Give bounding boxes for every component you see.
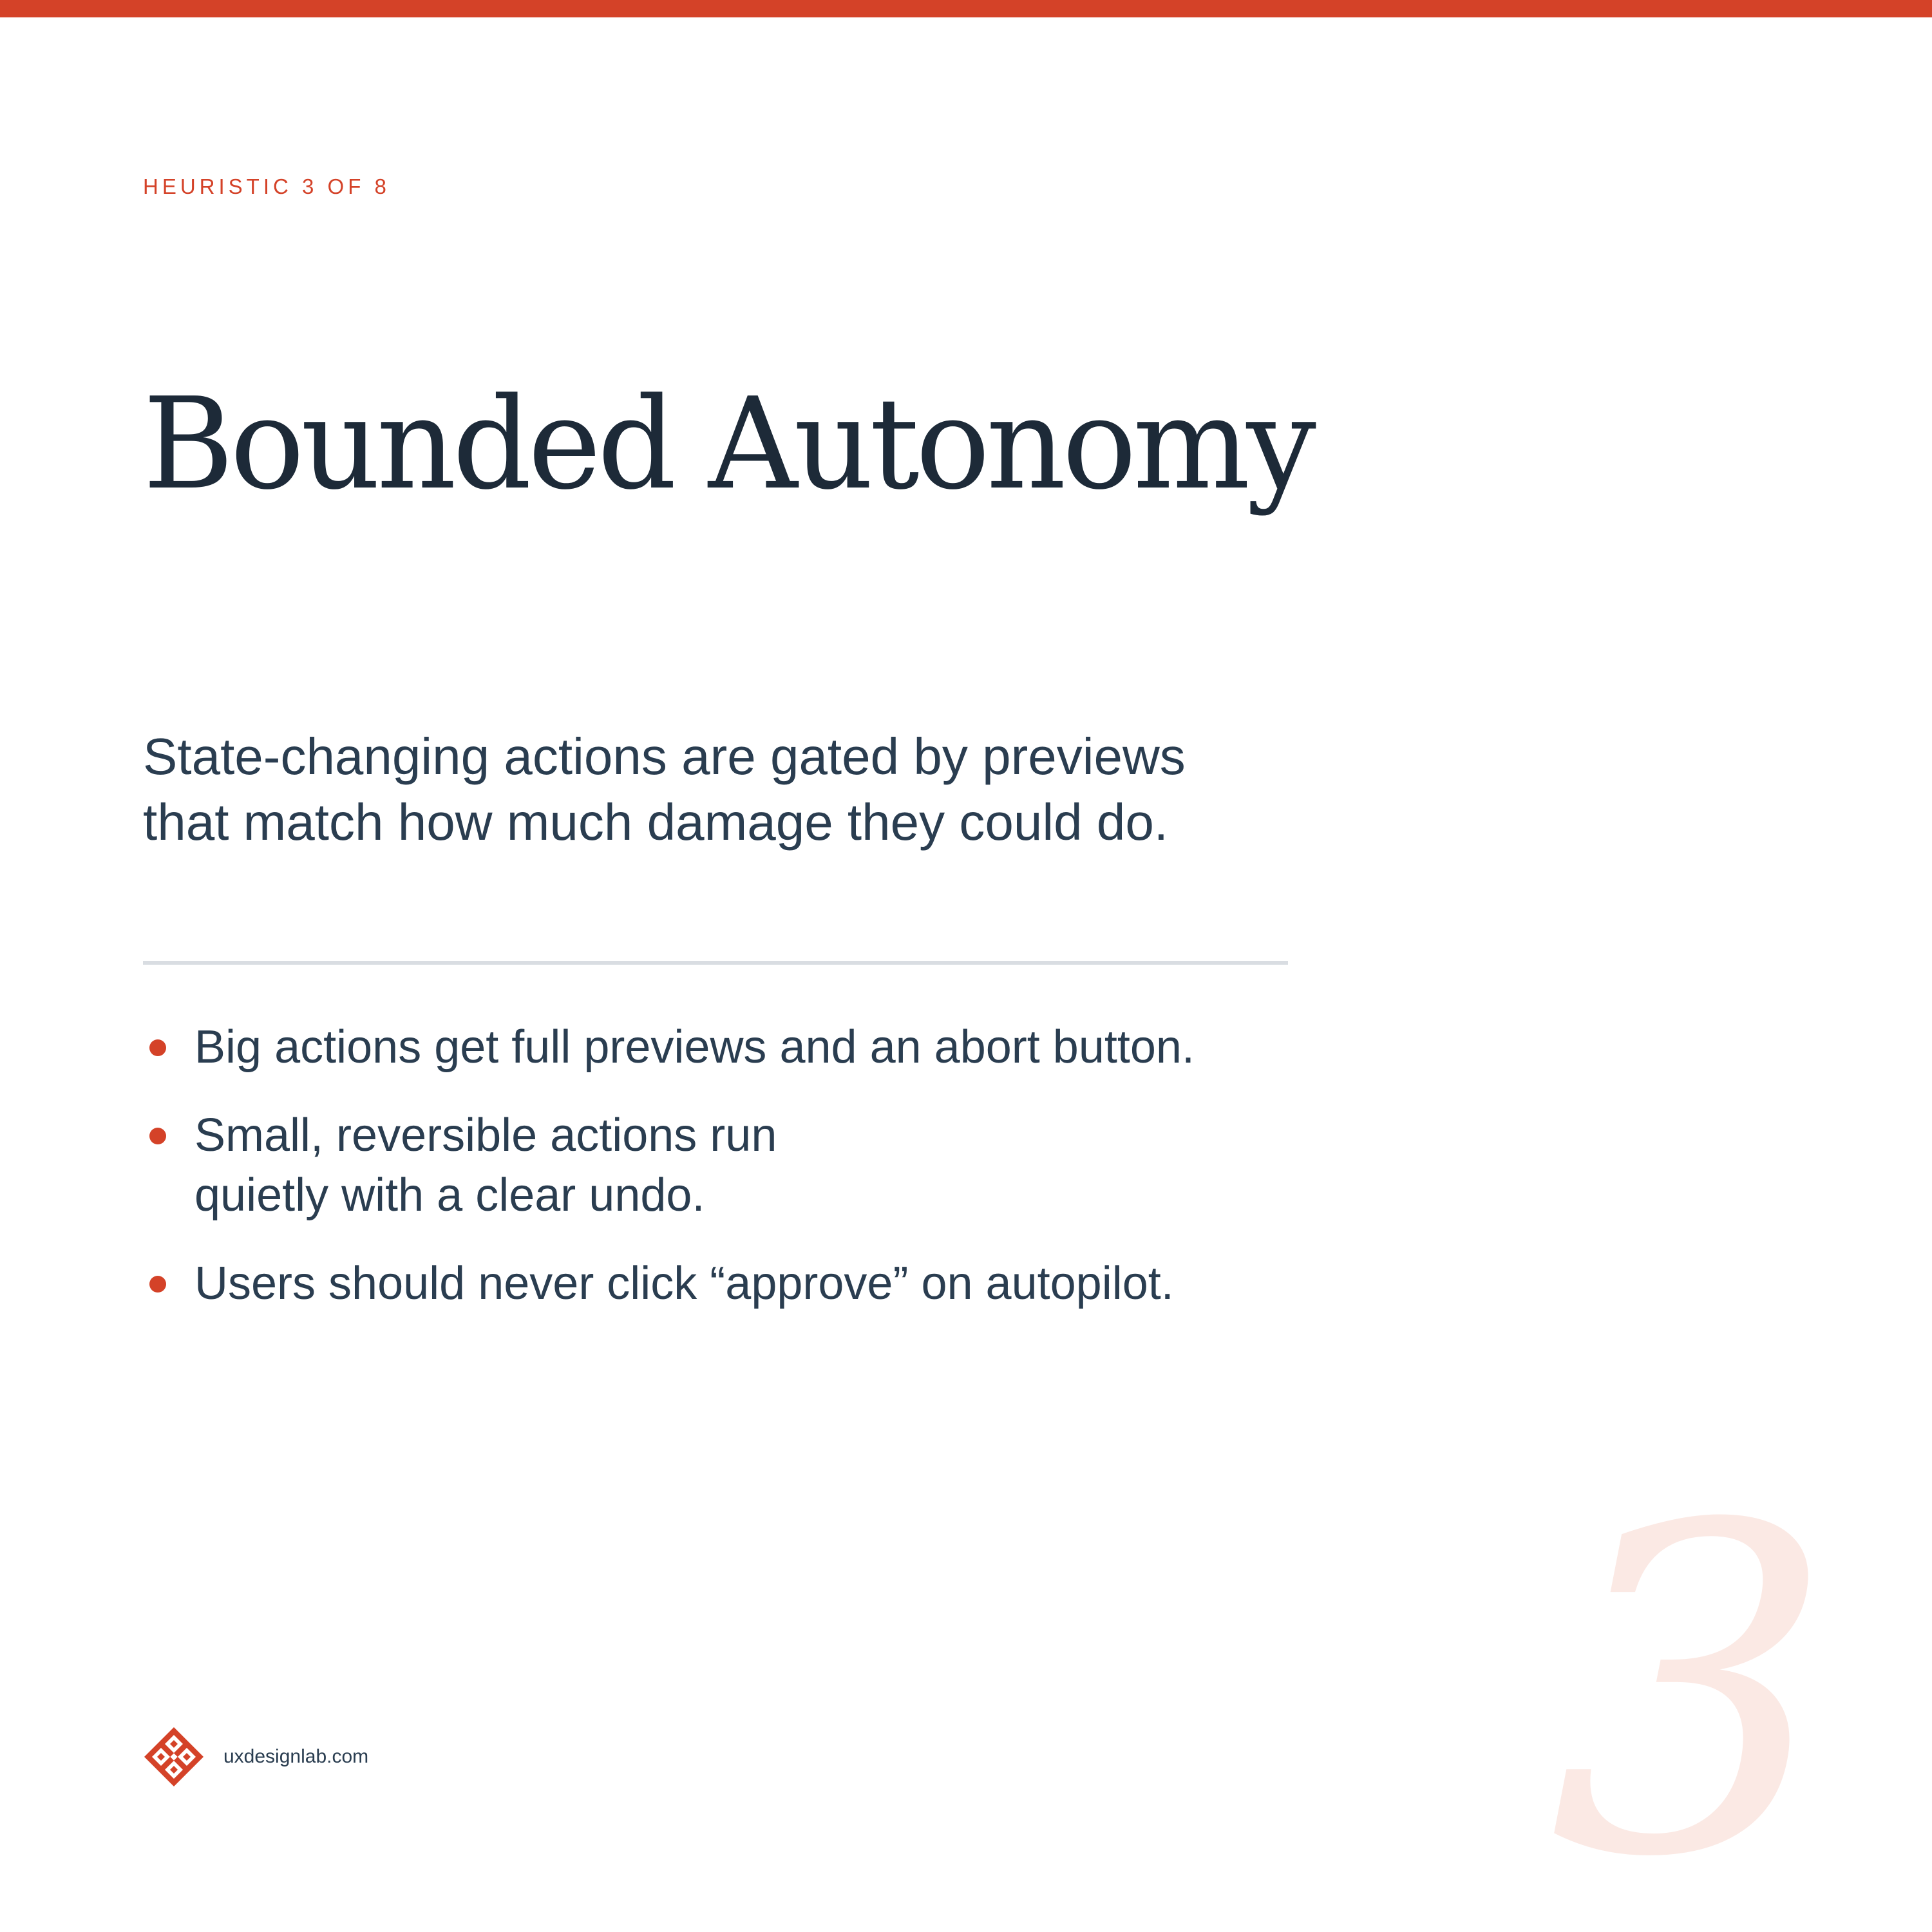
site-url-link[interactable]: uxdesignlab.com: [223, 1746, 369, 1767]
lede-line: State-changing actions are gated by previews: [143, 728, 1186, 785]
eyebrow-label: HEURISTIC 3 OF 8: [143, 175, 390, 198]
lede-paragraph: [143, 724, 1328, 855]
bullet-dot-icon: [149, 1276, 166, 1293]
bullet-text: Big actions get full previews and an abort button.: [194, 1021, 1195, 1073]
bullet-text: quietly with a clear undo.: [194, 1170, 705, 1221]
divider: [143, 961, 1288, 965]
bullet-dot-icon: [149, 1128, 166, 1144]
top-accent-bar: [0, 0, 1932, 17]
decorative-numeral: 3: [1548, 1431, 1835, 1932]
uxdesignlab-logo-icon: [143, 1726, 205, 1788]
list-item: [143, 1254, 1328, 1314]
list-item: [143, 1106, 1328, 1226]
bullet-list: [143, 1018, 1328, 1342]
lede-line: that match how much damage they could do.: [143, 793, 1169, 851]
bullet-text: Users should never click “approve” on autopilot.: [194, 1258, 1174, 1309]
list-item: [143, 1018, 1328, 1077]
bullet-text: Small, reversible actions run: [194, 1110, 777, 1161]
bullet-dot-icon: [149, 1039, 166, 1056]
page-title: Bounded Autonomy: [143, 371, 1313, 518]
